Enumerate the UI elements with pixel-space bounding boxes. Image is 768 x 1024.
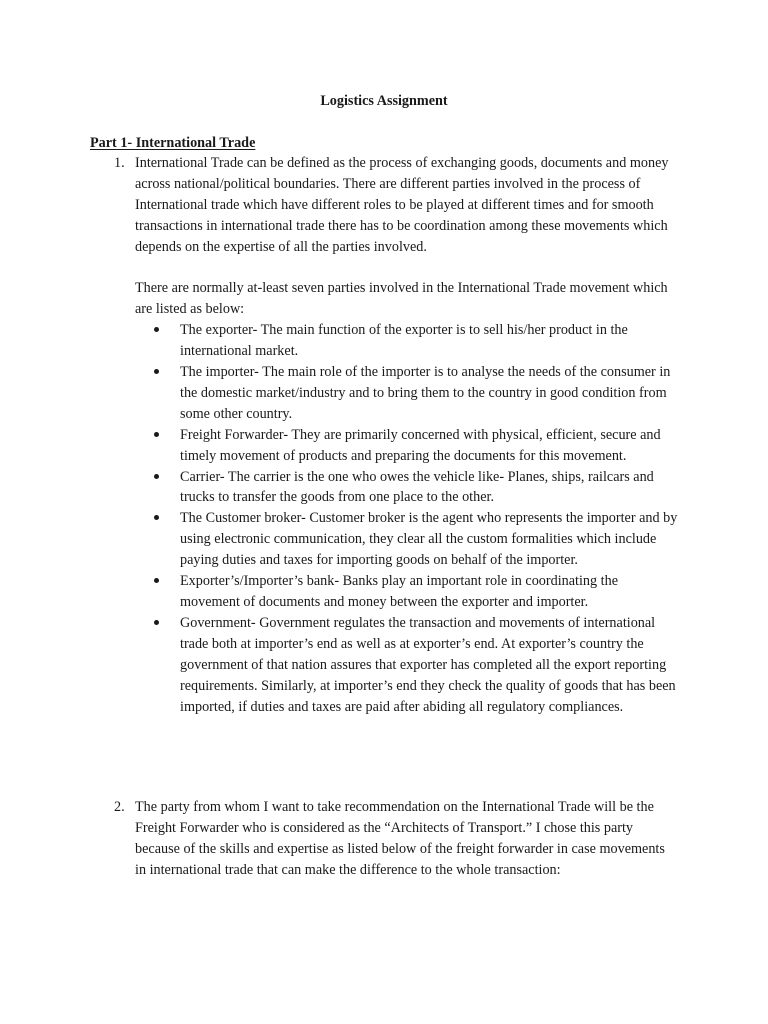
bullet-text: Carrier- The carrier is the one who owes the vehicle like- Planes, ships, railcars and trucks to transfer the goods from one place to the other. (180, 468, 654, 506)
part-heading: Part 1- International Trade (90, 135, 256, 151)
list-item (90, 797, 678, 881)
document-title: Logistics Assignment (320, 93, 448, 109)
bullet-text: The importer- The main role of the importer is to analyse the needs of the consumer in the domestic market/industry and to bring them to the country in good condition from some other country. (180, 364, 671, 422)
list-item (90, 153, 678, 717)
paragraph-parties-intro: There are normally at-least seven parties involved in the International Trade movement which are listed as below: (135, 280, 668, 318)
bullet-icon (154, 515, 159, 520)
bullet-exporter (135, 320, 678, 362)
bullet-icon (154, 578, 159, 583)
bullet-icon (154, 474, 159, 479)
bullet-customer-broker (135, 508, 678, 571)
bullet-bank (135, 571, 678, 613)
bullet-text: Exporter’s/Importer’s bank- Banks play an important role in coordinating the movement of documents and money between the exporter and importer. (180, 573, 618, 611)
paragraph-definition: International Trade can be defined as the process of exchanging goods, documents and money across national/political boundaries. There are different parties involved in the process of International trade which have different roles to be played at different times and for smooth transactions in international trade there has to be coordination among these movements which depends on the expertise of all the parties involved. (135, 155, 669, 255)
item-number: 2. (114, 799, 125, 815)
bullet-text: The Customer broker- Customer broker is the agent who represents the importer and by using electronic communication, they clear all the custom formalities which include paying duties and taxes for importing goods on behalf of the importer. (180, 510, 678, 569)
bullet-importer (135, 362, 678, 425)
bullet-icon (154, 327, 159, 332)
bullet-text: Government- Government regulates the transaction and movements of international trade both at importer’s end as well as at exporter’s end. At exporter’s country the government of that nation assures that exporter has completed all the export reporting requirements. Similarly, at importer’s end they check the quality of goods that has been imported, if duties and taxes are paid after abiding all regulatory compliances. (180, 614, 676, 715)
bullet-government (135, 613, 678, 718)
parties-bullet-list (135, 320, 678, 717)
bullet-icon (154, 432, 159, 437)
bullet-text: Freight Forwarder- They are primarily concerned with physical, efficient, secure and timely movement of products and preparing the documents for this movement. (180, 426, 661, 464)
numbered-item-1 (90, 153, 678, 717)
numbered-item-2 (90, 797, 678, 881)
bullet-icon (154, 620, 159, 625)
bullet-text: The exporter- The main function of the exporter is to sell his/her product in the international market. (180, 322, 628, 360)
bullet-freight-forwarder (135, 425, 678, 467)
bullet-icon (154, 369, 159, 374)
item-number: 1. (114, 155, 125, 171)
bullet-carrier (135, 467, 678, 509)
paragraph-recommendation: The party from whom I want to take recommendation on the International Trade will be the Freight Forwarder who is considered as the “Architects of Transport.” I chose this party because of the skills and expertise as listed below of the freight forwarder in case movements in international trade that can make the difference to the whole transaction: (135, 799, 665, 878)
